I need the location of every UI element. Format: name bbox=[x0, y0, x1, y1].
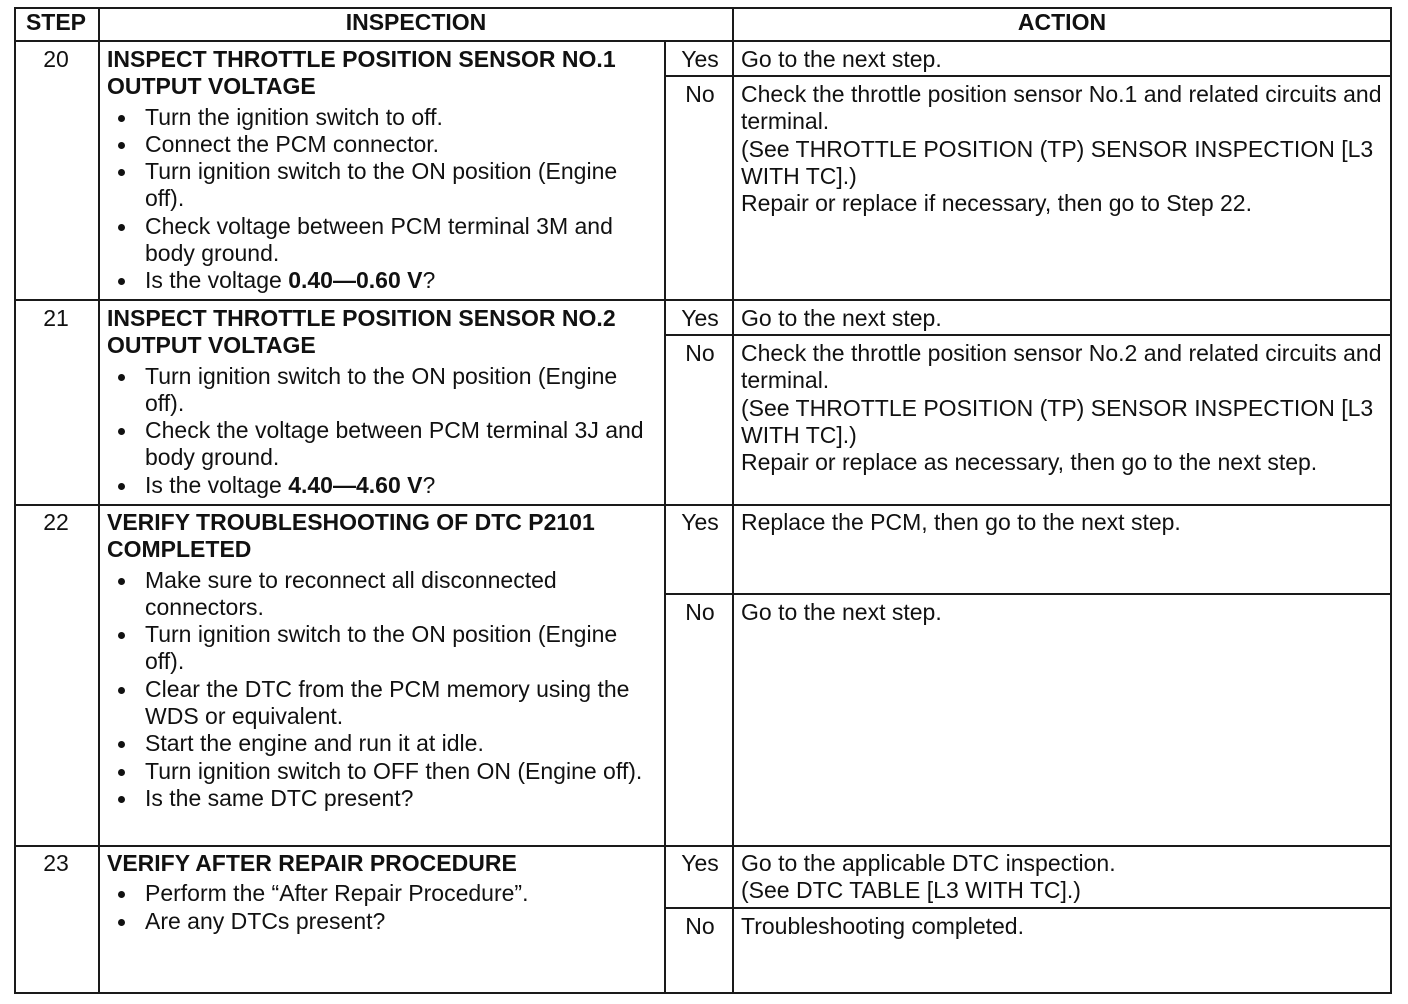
column-divider-step bbox=[98, 7, 100, 994]
question-suffix: ? bbox=[422, 267, 436, 294]
yes-no-divider-20 bbox=[666, 75, 1392, 77]
table-border-bottom bbox=[14, 992, 1392, 994]
header-action: ACTION bbox=[1017, 9, 1107, 35]
yes-action-23: Go to the applicable DTC inspection. (See DTC TABLE [L3 WITH TC].) bbox=[741, 850, 1116, 904]
column-divider-action bbox=[732, 7, 734, 994]
step-number-23: 23 bbox=[43, 850, 69, 876]
row-divider-20-21 bbox=[14, 299, 1392, 301]
row-divider-21-22 bbox=[14, 504, 1392, 506]
list-item: Make sure to reconnect all disconnected connectors. bbox=[107, 567, 659, 622]
yes-label-23: Yes bbox=[681, 850, 719, 876]
step-number-20: 20 bbox=[43, 46, 69, 72]
table-border-right bbox=[1390, 7, 1392, 994]
inspection-23 bbox=[107, 850, 659, 935]
yes-action-21: Go to the next step. bbox=[741, 305, 942, 331]
inspection-bullets-21 bbox=[107, 363, 659, 499]
yes-label-21: Yes bbox=[681, 305, 719, 331]
inspection-bullets-23 bbox=[107, 880, 659, 935]
list-item: Start the engine and run it at idle. bbox=[107, 730, 659, 757]
list-item: Check the voltage between PCM terminal 3J and body ground. bbox=[107, 417, 659, 472]
list-item: Clear the DTC from the PCM memory using the WDS or equivalent. bbox=[107, 676, 659, 731]
step-number-22: 22 bbox=[43, 509, 69, 535]
list-item: Turn ignition switch to OFF then ON (Engine off). bbox=[107, 758, 659, 785]
inspection-title-20: INSPECT THROTTLE POSITION SENSOR NO.1 OUTPUT VOLTAGE bbox=[107, 46, 616, 100]
list-item: Is the same DTC present? bbox=[107, 785, 659, 812]
list-item bbox=[107, 267, 659, 294]
yes-no-divider-22 bbox=[666, 593, 1392, 595]
list-item: Turn ignition switch to the ON position (Engine off). bbox=[107, 363, 659, 418]
list-item: Are any DTCs present? bbox=[107, 908, 659, 935]
yes-label-22: Yes bbox=[681, 509, 719, 535]
inspection-bullets-22 bbox=[107, 567, 659, 813]
no-label-23: No bbox=[685, 913, 715, 939]
list-item: Perform the “After Repair Procedure”. bbox=[107, 880, 659, 907]
voltage-spec: 4.40—4.60 V bbox=[288, 471, 423, 498]
header-step: STEP bbox=[25, 9, 87, 35]
no-action-23: Troubleshooting completed. bbox=[741, 913, 1024, 939]
inspection-20 bbox=[107, 46, 659, 295]
header-divider bbox=[14, 40, 1392, 42]
voltage-spec: 0.40—0.60 V bbox=[288, 267, 423, 294]
inspection-22 bbox=[107, 509, 659, 812]
no-label-20: No bbox=[685, 81, 715, 107]
no-label-21: No bbox=[685, 340, 715, 366]
list-item: Turn ignition switch to the ON position (Engine off). bbox=[107, 158, 659, 213]
question-suffix: ? bbox=[422, 471, 436, 498]
no-action-20: Check the throttle position sensor No.1 and related circuits and terminal. (See THROTTLE POSITION (TP) SENSOR INSPECTION [L3 WITH TC].) Repair or replace if necessary, then go to Step 22. bbox=[741, 81, 1382, 217]
no-action-21: Check the throttle position sensor No.2 and related circuits and terminal. (See THROTTLE POSITION (TP) SENSOR INSPECTION [L3 WITH TC].) Repair or replace as necessary, then go to the next step. bbox=[741, 340, 1382, 476]
inspection-title-22: VERIFY TROUBLESHOOTING OF DTC P2101 COMPLETED bbox=[107, 509, 595, 563]
list-item bbox=[107, 472, 659, 499]
question-prefix: Is the voltage bbox=[145, 471, 289, 498]
inspection-bullets-20 bbox=[107, 104, 659, 295]
inspection-title-21: INSPECT THROTTLE POSITION SENSOR NO.2 OUTPUT VOLTAGE bbox=[107, 305, 616, 359]
yes-label-20: Yes bbox=[681, 46, 719, 72]
step-number-21: 21 bbox=[43, 305, 69, 331]
list-item: Check voltage between PCM terminal 3M and body ground. bbox=[107, 213, 659, 268]
list-item: Turn the ignition switch to off. bbox=[107, 104, 659, 131]
list-item: Turn ignition switch to the ON position (Engine off). bbox=[107, 621, 659, 676]
no-action-22: Go to the next step. bbox=[741, 599, 942, 625]
no-label-22: No bbox=[685, 599, 715, 625]
row-divider-22-23 bbox=[14, 845, 1392, 847]
inspection-21 bbox=[107, 305, 659, 499]
question-prefix: Is the voltage bbox=[145, 267, 289, 294]
yes-action-20: Go to the next step. bbox=[741, 46, 942, 72]
inspection-title-23: VERIFY AFTER REPAIR PROCEDURE bbox=[107, 850, 517, 876]
list-item: Connect the PCM connector. bbox=[107, 131, 659, 158]
yes-action-22: Replace the PCM, then go to the next step. bbox=[741, 509, 1181, 535]
table-border-left bbox=[14, 7, 16, 994]
yes-no-divider-23 bbox=[666, 907, 1392, 909]
yes-no-divider-21 bbox=[666, 334, 1392, 336]
header-inspection: INSPECTION bbox=[345, 9, 487, 35]
